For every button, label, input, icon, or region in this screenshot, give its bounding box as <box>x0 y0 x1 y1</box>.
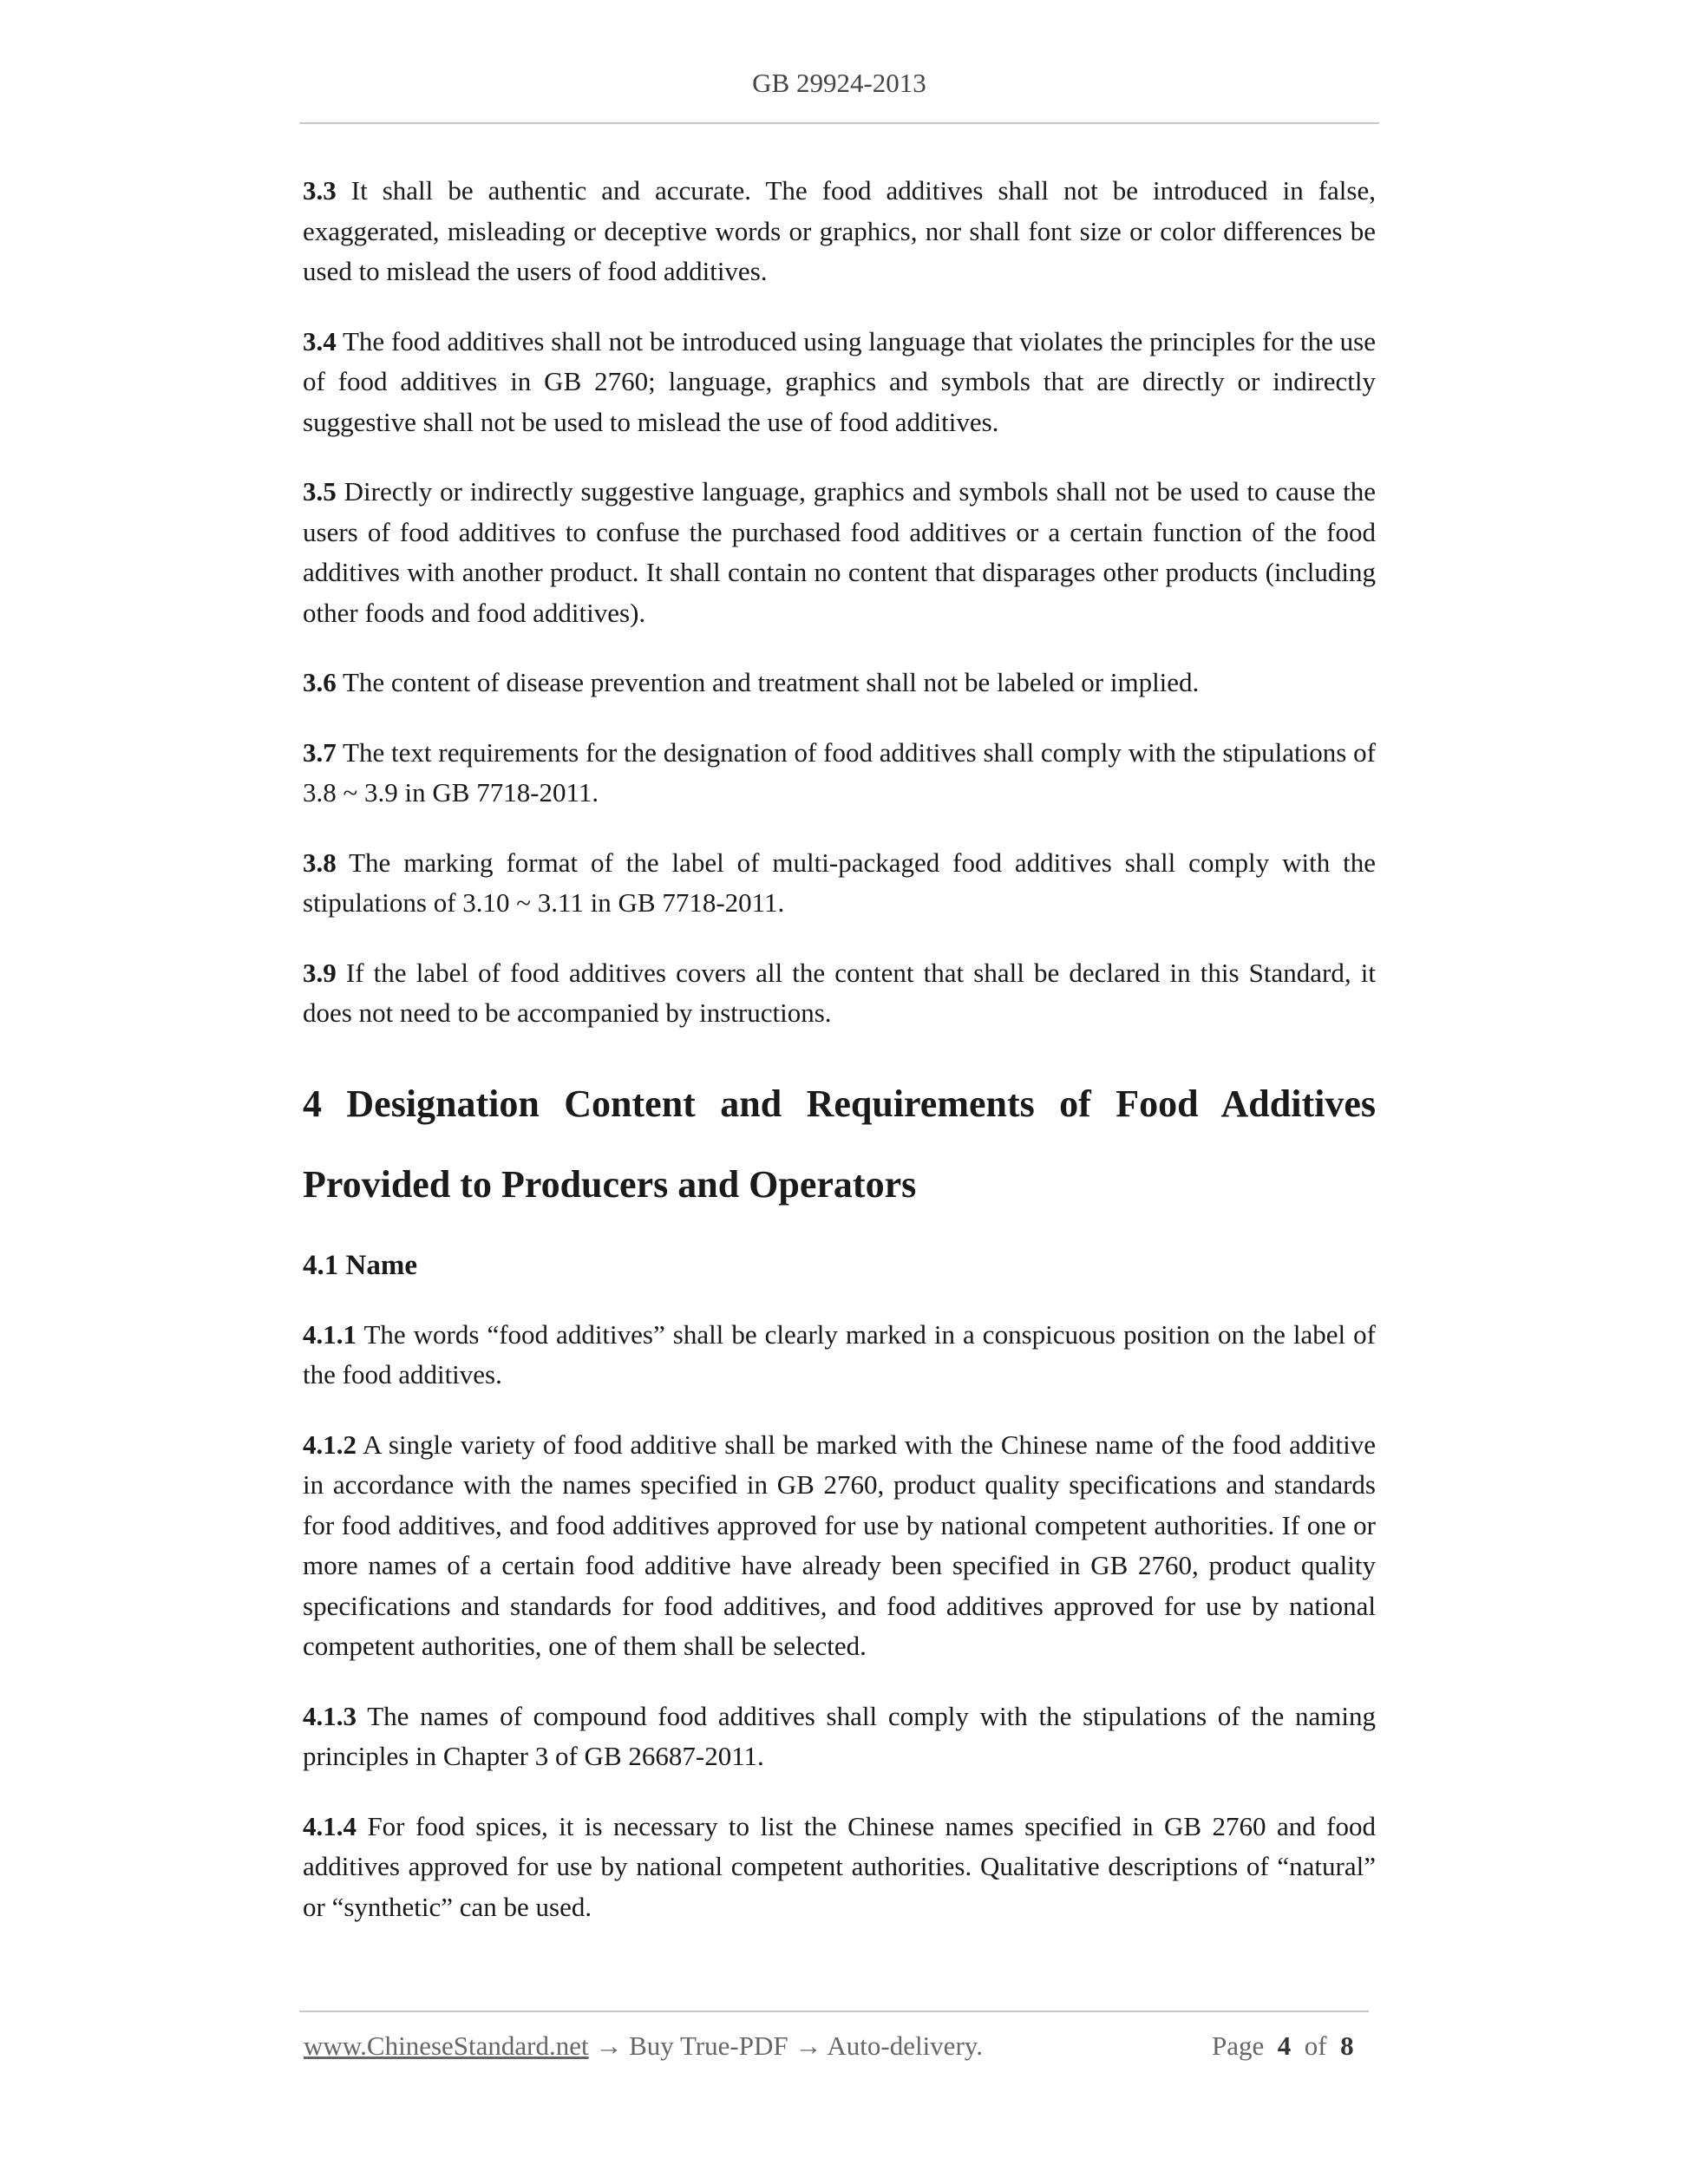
clause-text: It shall be authentic and accurate. The food additives shall not be introduced in false, exaggerated, misleading or deceptive words or graphics, nor shall font size or color differences be used to mislead the users of food additives. <box>303 175 1376 286</box>
clause-3-6 <box>303 663 1376 703</box>
clause-4-1-1 <box>303 1315 1376 1396</box>
clause-number: 3.8 <box>303 847 337 878</box>
total-pages: 8 <box>1340 2030 1354 2061</box>
footer-promo <box>304 2030 983 2062</box>
section-4-1-heading: 4.1 Name <box>303 1249 417 1281</box>
clause-4-1-3 <box>303 1697 1376 1777</box>
clause-text: The names of compound food additives shall comply with the stipulations of the naming principles in Chapter 3 of GB 26687-2011. <box>303 1700 1376 1771</box>
clause-number: 3.6 <box>303 667 337 697</box>
clause-3-4 <box>303 322 1376 443</box>
clause-number: 3.4 <box>303 325 337 356</box>
page-number: 4 <box>1277 2030 1292 2061</box>
clause-text: Directly or indirectly suggestive language, graphics and symbols shall not be used to cause the users of food additives to confuse the purchased food additives or a certain function of the food additives with another product. It shall contain no content that disparages other products (including other foods and food additives). <box>303 476 1376 628</box>
clause-text: A single variety of food additive shall be marked with the Chinese name of the food additive in accordance with the names specified in GB 2760, product quality specifications and standards for food additives, and food additives approved for use by national competent authorities. If one or more names of a certain food additive have already been specified in GB 2760, product quality specifications and standards for food additives, and food additives approved for use by national competent authorities, one of them shall be selected. <box>303 1429 1376 1661</box>
clause-3-8 <box>303 843 1376 924</box>
header-divider <box>299 122 1379 124</box>
page-label: Page <box>1212 2030 1265 2061</box>
clause-text: The marking format of the label of multi-packaged food additives shall comply with the stipulations of 3.10 ~ 3.11 in GB 7718-2011. <box>303 847 1376 918</box>
clause-text: If the label of food additives covers all the content that shall be declared in this Standard, it does not need to be accompanied by instructions. <box>303 957 1376 1028</box>
website-link[interactable]: www.ChineseStandard.net <box>304 2030 589 2061</box>
clause-text: The food additives shall not be introduced using language that violates the principles for the use of food additives in GB 2760; language, graphics and symbols that are directly or indirectly suggestive shall not be used to mislead the use of food additives. <box>303 325 1376 437</box>
clause-number: 4.1.1 <box>303 1318 357 1350</box>
clause-3-3 <box>303 171 1376 292</box>
footer-promo-text: → Buy True-PDF → Auto-delivery. <box>588 2030 983 2061</box>
clause-number: 3.5 <box>303 476 337 507</box>
chapter-4-heading: 4 Designation Content and Requirements of Food Additives Provided to Producers and Operators <box>303 1082 1376 1206</box>
clause-number: 3.9 <box>303 957 337 988</box>
clause-number: 4.1.2 <box>303 1429 357 1460</box>
page-header-title: GB 29924-2013 <box>752 68 926 98</box>
clause-3-7 <box>303 733 1376 814</box>
page-indicator <box>1212 2030 1354 2062</box>
clause-number: 3.3 <box>303 175 337 206</box>
clause-3-5 <box>303 472 1376 633</box>
clause-text: The words “food additives” shall be clearly marked in a conspicuous position on the label of the food additives. <box>303 1318 1376 1390</box>
footer-divider <box>299 2011 1369 2012</box>
clause-number: 4.1.4 <box>303 1810 357 1841</box>
clause-3-9 <box>303 953 1376 1034</box>
clause-number: 4.1.3 <box>303 1700 357 1731</box>
clause-number: 3.7 <box>303 736 337 768</box>
clause-text: The text requirements for the designation of food additives shall comply with the stipulations of 3.8 ~ 3.9 in GB 7718-2011. <box>303 736 1376 808</box>
clause-text: For food spices, it is necessary to list the Chinese names specified in GB 2760 and food additives approved for use by national competent authorities. Qualitative descriptions of “natural” or “synthetic” can be used. <box>303 1810 1376 1922</box>
clause-text: The content of disease prevention and treatment shall not be labeled or implied. <box>336 667 1200 697</box>
of-label: of <box>1304 2030 1327 2061</box>
clause-4-1-4 <box>303 1807 1376 1928</box>
document-body <box>303 171 1376 1957</box>
clause-4-1-2 <box>303 1425 1376 1667</box>
